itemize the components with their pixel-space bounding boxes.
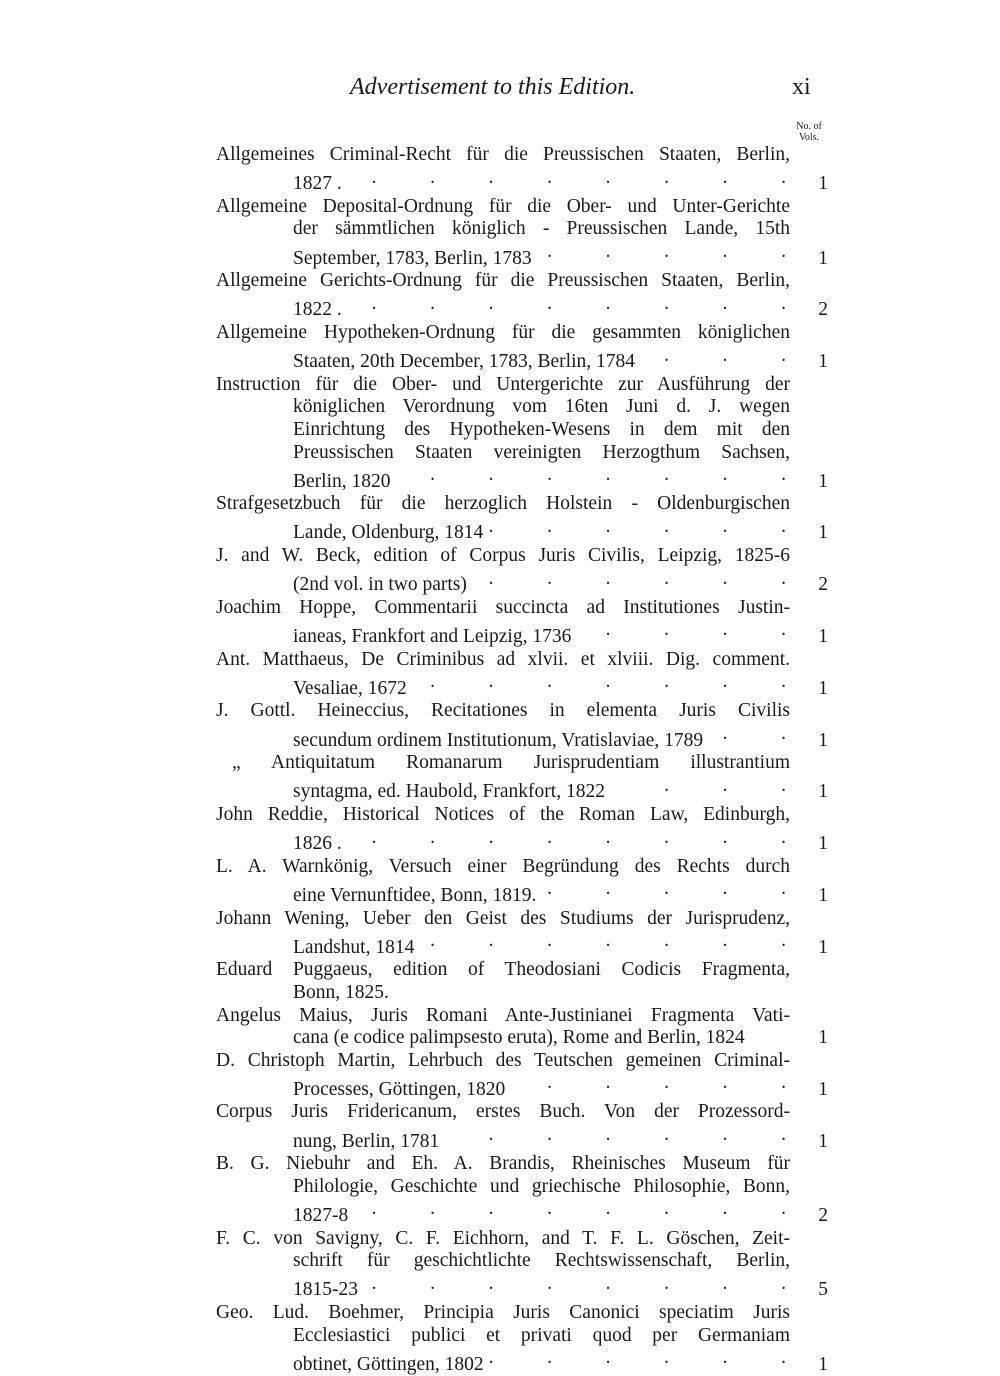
ditto-mark: „: [232, 752, 241, 774]
volume-count: 1: [818, 470, 828, 492]
entry-line: [216, 827, 790, 856]
entry-line: [216, 1176, 790, 1199]
volume-count: 5: [818, 1279, 828, 1301]
entry-line: [216, 1124, 790, 1153]
volume-count: 1: [818, 1078, 828, 1100]
dot-leader: [641, 345, 786, 368]
bibliography-entry: [216, 322, 828, 374]
dot-leader: [348, 293, 786, 316]
dot-leader: [397, 464, 787, 487]
dot-leader: [490, 1347, 786, 1370]
entry-line: [216, 1273, 790, 1302]
bibliography-entry: [216, 1050, 828, 1102]
entry-line-text: J. and W. Beck, edition of Corpus Juris Civilis, Leipzig, 1825-6: [216, 545, 790, 567]
entry-line: [216, 464, 790, 493]
entry-line: [216, 374, 790, 397]
entry-line: [216, 1027, 790, 1050]
entry-line: [216, 959, 790, 982]
dot-leader: [420, 930, 786, 953]
entry-line-text: Einrichtung des Hypotheken-Wesens in dem mit den: [293, 418, 790, 440]
entry-line-text: nung, Berlin, 1781: [293, 1130, 440, 1152]
entry-line-text: Ant. Matthaeus, De Criminibus ad xlvii. et xlviii. Dig. comment.: [216, 648, 790, 670]
entry-line-text: Allgemeine Deposital-Ordnung für die Ober- und Unter-Gerichte: [216, 195, 790, 217]
bibliography-entry: [216, 1101, 828, 1153]
entry-line: [216, 493, 790, 516]
dot-leader: [511, 1072, 786, 1095]
entry-line: [216, 1347, 790, 1376]
entry-line-text: syntagma, ed. Haubold, Frankfort, 1822: [293, 781, 605, 803]
entry-line-text: J. Gottl. Heineccius, Recitationes in elementa Juris Civilis: [216, 700, 790, 722]
bibliography-entry: [216, 959, 828, 1004]
dot-leader: [473, 568, 786, 591]
entry-line-text: Bonn, 1825.: [293, 981, 389, 1003]
entry-line: [216, 930, 790, 959]
entry-line-text: königlichen Verordnung vom 16ten Juni d. J. wegen: [293, 396, 790, 418]
dot-leader: [364, 1273, 786, 1296]
entry-line: [216, 196, 790, 219]
entry-line-text: Joachim Hoppe, Commentarii succincta ad Institutiones Justin-: [216, 596, 790, 618]
entry-line: [216, 1302, 790, 1325]
entry-line: [216, 1072, 790, 1101]
entry-line-text: 1827 .: [293, 173, 342, 195]
entry-line-text: eine Vernunftidee, Bonn, 1819.: [293, 884, 537, 906]
volume-count: 1: [818, 626, 828, 648]
entry-line: [216, 1228, 790, 1251]
bibliography-list: [216, 144, 828, 1376]
dot-leader: [542, 878, 786, 901]
bibliography-entry: [216, 804, 828, 856]
volume-count: 2: [818, 1205, 828, 1227]
entry-line-text: schrift für geschichtlichte Rechtswissenschaft, Berlin,: [293, 1250, 790, 1272]
volume-count: 2: [818, 299, 828, 321]
entry-line-text: Berlin, 1820: [293, 470, 391, 492]
volume-count: 1: [818, 1027, 828, 1049]
bibliography-entry: [216, 908, 828, 960]
entry-line: [216, 1005, 790, 1028]
entry-line: [216, 396, 790, 419]
entry-line: [216, 241, 790, 270]
dot-leader: [445, 1124, 786, 1147]
entry-line: [216, 322, 790, 345]
entry-line: [216, 345, 790, 374]
volume-count: 1: [818, 351, 828, 373]
volume-count: 1: [818, 781, 828, 803]
entry-line-text: Ecclesiastici publici et privati quod per Germaniam: [293, 1324, 790, 1346]
vols-column-heading: [786, 121, 832, 143]
entry-line: [216, 545, 790, 568]
entry-line-text: Philologie, Geschichte und griechische Philosophie, Bonn,: [293, 1175, 790, 1197]
volume-count: 1: [818, 1130, 828, 1152]
entry-line-text: Preussischen Staaten vereinigten Herzogthum Sachsen,: [293, 441, 790, 463]
volume-count: 1: [818, 729, 828, 751]
entry-line-text: 1815-23: [293, 1279, 358, 1301]
entry-line-text: Angelus Maius, Juris Romani Ante-Justinianei Fragmenta Vati-: [216, 1004, 790, 1026]
dot-leader: [577, 619, 786, 642]
entry-line: [216, 671, 790, 700]
bibliography-entry: [216, 493, 828, 545]
vols-heading-line-1: No. of: [796, 121, 822, 132]
entry-line-text: D. Christoph Martin, Lehrbuch des Teutschen gemeinen Criminal-: [216, 1049, 790, 1071]
entry-line: [216, 597, 790, 620]
entry-line-text: Allgemeine Hypotheken-Ordnung für die gesammten königlichen: [216, 321, 790, 343]
entry-line-text: secundum ordinem Institutionum, Vratislaviae, 1789: [293, 729, 704, 751]
entry-line-text: Allgemeine Gerichts-Ordnung für die Preussischen Staaten, Berlin,: [216, 270, 790, 292]
bibliography-entry: [216, 649, 828, 701]
entry-line-text: (2nd vol. in two parts): [293, 574, 467, 596]
volume-count: 1: [818, 936, 828, 958]
dot-leader: [348, 167, 786, 190]
entry-line-text: Strafgesetzbuch für die herzoglich Holstein - Oldenburgischen: [216, 493, 790, 515]
entry-line-text: Allgemeines Criminal-Recht für die Preussischen Staaten, Berlin,: [216, 144, 790, 165]
entry-line: [216, 419, 790, 442]
bibliography-entry: [216, 1005, 828, 1050]
entry-line: [216, 804, 790, 827]
entry-line: [216, 167, 790, 196]
entry-line: [216, 878, 790, 907]
bibliography-entry: [216, 144, 828, 196]
entry-line: [216, 908, 790, 931]
entry-line-text: Geo. Lud. Boehmer, Principia Juris Canonici speciatim Juris: [216, 1302, 790, 1323]
entry-line: [216, 700, 790, 723]
entry-line-text: ianeas, Frankfort and Leipzig, 1736: [293, 626, 572, 648]
bibliography-entry: [216, 1153, 828, 1227]
dot-leader: [348, 827, 786, 850]
entry-line-text: Instruction für die Ober- und Untergerichte zur Ausführung der: [216, 373, 790, 395]
entry-line-text: Vesaliae, 1672: [293, 677, 407, 699]
volume-count: 1: [818, 884, 828, 906]
entry-line-text: 1827-8: [293, 1205, 349, 1227]
entry-line-text: September, 1783, Berlin, 1783: [293, 247, 532, 269]
entry-line: [216, 516, 790, 545]
bibliography-entry: [216, 752, 828, 804]
entry-line-text: Johann Wening, Ueber den Geist des Studiums der Jurisprudenz,: [216, 907, 790, 929]
bibliography-entry: [216, 196, 828, 270]
entry-line: [216, 752, 790, 775]
volume-count: 1: [818, 1353, 828, 1375]
volume-count: 1: [818, 247, 828, 269]
entry-line-text: Lande, Oldenburg, 1814: [293, 522, 484, 544]
entry-line-text: F. C. von Savigny, C. F. Eichhorn, and T. F. L. Göschen, Zeit-: [216, 1227, 790, 1249]
entry-line-text: 1822 .: [293, 299, 342, 321]
entry-line-text: Staaten, 20th December, 1783, Berlin, 1784: [293, 351, 636, 373]
bibliography-entry: [216, 374, 828, 494]
running-head: [0, 74, 1000, 106]
bibliography-entry: [216, 270, 828, 322]
bibliography-entry: [216, 545, 828, 597]
entry-line-text: Processes, Göttingen, 1820: [293, 1078, 506, 1100]
entry-line: [216, 218, 790, 241]
entry-line: [216, 270, 790, 293]
volume-count: 1: [818, 173, 828, 195]
entry-line-text: Eduard Puggaeus, edition of Theodosiani Codicis Fragmenta,: [216, 959, 790, 981]
entry-line: [216, 775, 790, 804]
dot-leader: [413, 671, 786, 694]
entry-line: [216, 1101, 790, 1124]
entry-line-text: John Reddie, Historical Notices of the Roman Law, Edinburgh,: [216, 803, 790, 825]
entry-line: [216, 649, 790, 672]
volume-count: 1: [818, 833, 828, 855]
bibliography-entry: [216, 856, 828, 908]
volume-count: 1: [818, 677, 828, 699]
running-head-title: Advertisement to this Edition.: [350, 74, 636, 100]
entry-line: [216, 293, 790, 322]
entry-line: [216, 1153, 790, 1176]
entry-line: [216, 144, 790, 167]
bibliography-entry: [216, 597, 828, 649]
dot-leader: [538, 241, 786, 264]
bibliography-entry: [216, 1302, 828, 1376]
dot-leader: [611, 775, 786, 798]
volume-count: 1: [818, 522, 828, 544]
vols-heading-line-2: Vols.: [798, 132, 820, 143]
entry-line: [216, 1050, 790, 1073]
entry-line: [216, 982, 790, 1005]
page-number: xi: [792, 74, 811, 100]
entry-line-text: L. A. Warnkönig, Versuch einer Begründung des Rechts durch: [216, 855, 790, 877]
entry-line-text: der sämmtlichen königlich - Preussischen Lande, 15th: [293, 218, 790, 240]
entry-line: [216, 1198, 790, 1227]
dot-leader: [709, 723, 786, 746]
bibliography-entry: [216, 1228, 828, 1302]
entry-line: [216, 723, 790, 752]
entry-line-text: cana (e codice palimpsesto eruta), Rome and Berlin, 1824: [293, 1027, 745, 1049]
entry-line-text: obtinet, Göttingen, 1802: [293, 1353, 484, 1375]
volume-count: 2: [818, 574, 828, 596]
bibliography-entry: [216, 700, 828, 752]
entry-line: [216, 1325, 790, 1348]
entry-line: [216, 442, 790, 465]
entry-line-text: Landshut, 1814: [293, 936, 415, 958]
entry-line-text: 1826 .: [293, 833, 342, 855]
entry-line-text: Corpus Juris Fridericanum, erstes Buch. Von der Prozessord-: [216, 1101, 790, 1123]
entry-line: [216, 568, 790, 597]
entry-line: [216, 856, 790, 879]
entry-line-text: Antiquitatum Romanarum Jurisprudentiam illustrantium: [271, 752, 790, 774]
dot-leader: [489, 516, 786, 539]
entry-line-text: B. G. Niebuhr and Eh. A. Brandis, Rheinisches Museum für: [216, 1153, 790, 1175]
dot-leader: [354, 1198, 786, 1221]
entry-line: [216, 1250, 790, 1273]
entry-line: [216, 619, 790, 648]
